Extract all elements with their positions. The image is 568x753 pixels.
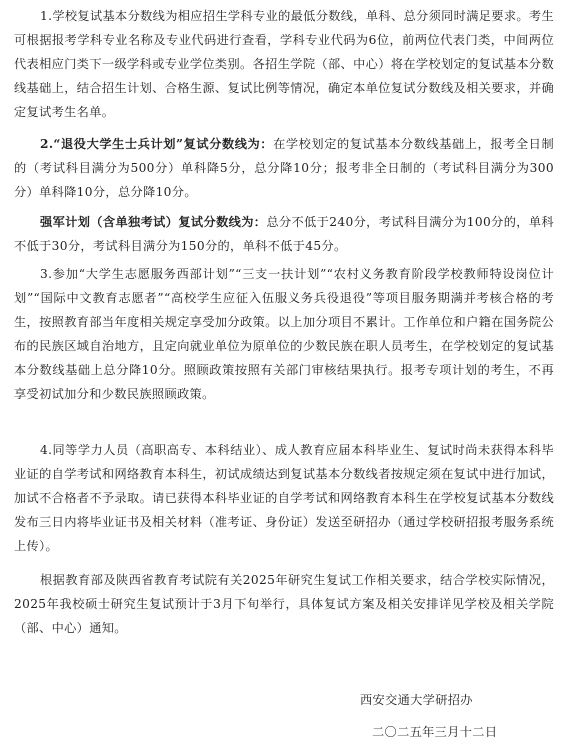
veteran-plan-heading: 2.“退役大学生士兵计划”复试分数线为：: [40, 137, 274, 151]
paragraph-retest-schedule: 根据教育部及陕西省教育考试院有关2025年研究生复试工作相关要求，结合学校实际情况，2025年我校硕士研究生复试预计于3月下旬举行，具体复试方案及相关安排详见学校及相关学院（部、中心）通知。: [14, 573, 554, 635]
paragraph-score-line-rules: 1.学校复试基本分数线为相应招生学科专业的最低分数线，单科、总分须同时满足要求。考生可根据报考学科专业名称及专业代码进行查看，学科专业代码为6位，前两位代表门类，中间两位代表相应门类下一级学科或专业学位类别。各招生学院（部、中心）将在学校划定的复试基本分数线基础上，结合招生计划、合格生源、复试比例等情况，确定本单位复试分数线及相关要求，并确定复试考生名单。: [14, 9, 554, 119]
military-plan-text: 总分不低于240分，考试科目满分为100分的，单科不低于30分，考试科目满分为150分的，单科不低于45分。: [14, 215, 554, 253]
paragraph-equivalent-education: 4.同等学力人员（高职高专、本科结业）、成人教育应届本科毕业生、复试时尚未获得本科毕业证的自学考试和网络教育本科生，初试成绩达到复试基本分数线者按规定须在复试中进行加试，加试不合格者不予录取。请已获得本科毕业证的自学考试和网络教育本科生在学校复试基本分数线发布三日内将毕业证书及相关材料（准考证、身份证）发送至研招办（通过学校研招报考服务系统上传）。: [14, 443, 554, 553]
signature-date: 二〇二五年三月十二日: [372, 725, 498, 739]
paragraph-bonus-policy: 3.参加“大学生志愿服务西部计划”“三支一扶计划”“农村义务教育阶段学校教师特设岗位计划”“国际中文教育志愿者”“高校学生应征入伍服义务兵役退役”等项目服务期满并考核合格的考生，按照教育部当年度相关规定享受加分政策。以上加分项目不累计。工作单位和户籍在国务院公布的民族区域自治地方，且定向就业单位为原单位的少数民族在职人员考生，在学校划定的复试基本分数线基础上总分降10分。照顾政策按照有关部门审核结果执行。报考专项计划的考生，不再享受初试加分和少数民族照顾政策。: [14, 267, 554, 401]
military-plan-heading: 强军计划（含单独考试）复试分数线为：: [40, 215, 267, 229]
paragraph-military-plan: [14, 210, 554, 258]
signature-organization: 西安交通大学研招办: [360, 693, 473, 707]
veteran-plan-text: 在学校划定的复试基本分数线基础上，报考全日制的（考试科目满分为500分）单科降5分，总分降10分；报考非全日制的（考试科目满分为300分）单科降10分，总分降10分。: [14, 137, 554, 199]
paragraph-veteran-plan: [14, 132, 554, 204]
